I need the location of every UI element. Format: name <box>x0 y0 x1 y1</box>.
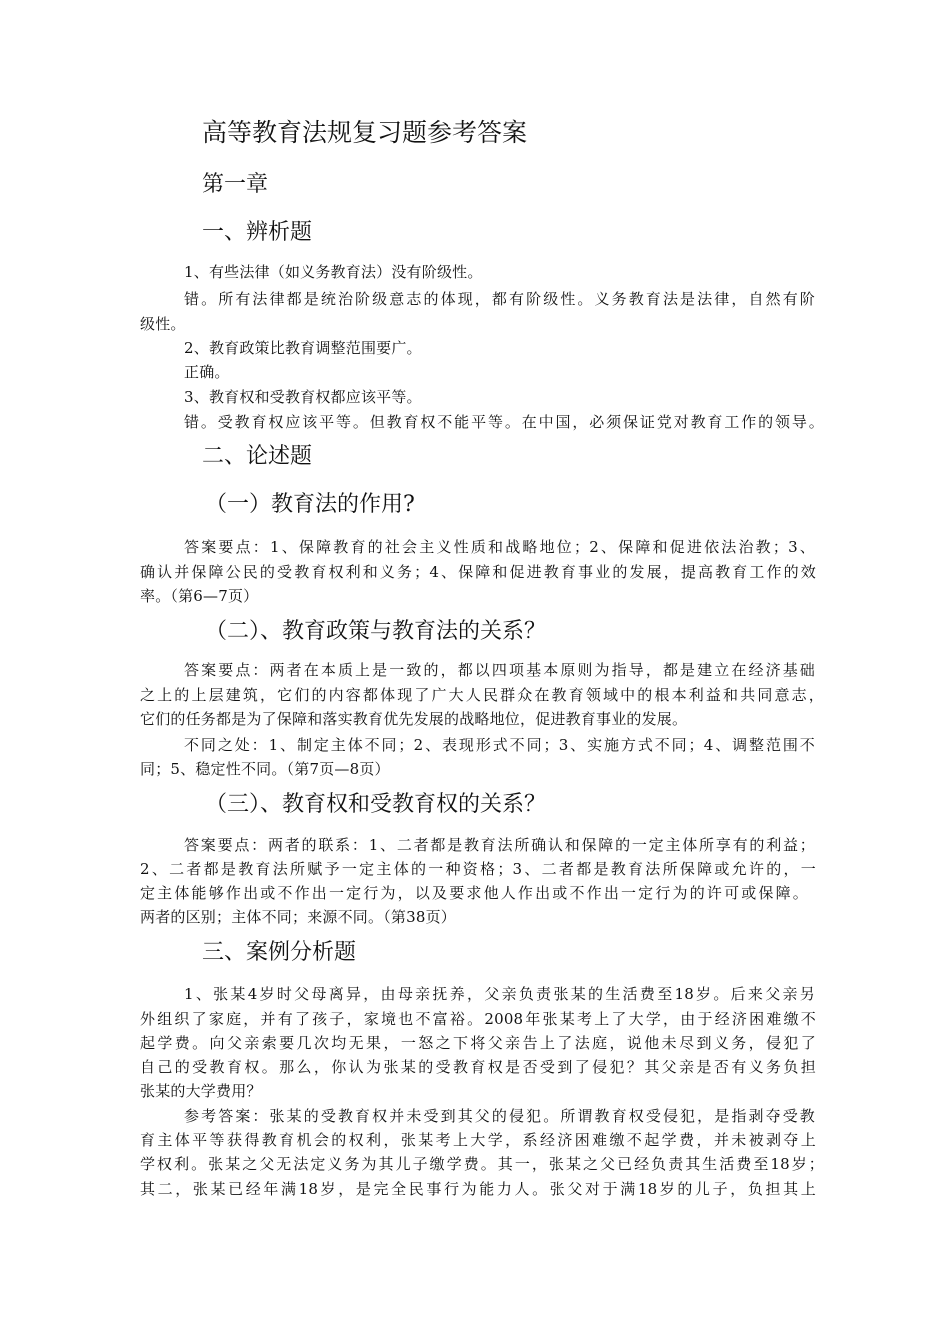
paragraph-line: 它们的任务都是为了保障和落实教育优先发展的战略地位，促进教育事业的发展。 <box>140 710 688 728</box>
paragraph-line: 起学费。向父亲索要几次均无果，一怒之下将父亲告上了法庭，说他未尽到义务，侵犯了 <box>140 1034 816 1052</box>
paragraph-line: 参考答案：张某的受教育权并未受到其父的侵犯。所谓教育权受侵犯，是指剥夺受教 <box>184 1107 815 1125</box>
section-heading: 二、论述题 <box>202 444 313 469</box>
question-heading: （三）、教育权和受教育权的关系？ <box>205 792 547 817</box>
document-title: 高等教育法规复习题参考答案 <box>202 118 528 147</box>
paragraph-line: 其二，张某已经年满18岁，是完全民事行为能力人。张父对于满18岁的儿子，负担其上 <box>140 1180 816 1198</box>
paragraph-line: 答案要点：两者的联系：1、二者都是教育法所确认和保障的一定主体所享有的利益； <box>184 836 815 854</box>
paragraph-line: 2、教育政策比教育调整范围要广。 <box>184 339 422 357</box>
paragraph-line: 两者的区别；主体不同；来源不同。（第38页） <box>140 908 456 926</box>
paragraph-line: 2、二者都是教育法所赋予一定主体的一种资格；3、二者都是教育法所保障或允许的，一 <box>140 860 816 878</box>
question-heading: （一）教育法的作用? <box>205 492 415 517</box>
question-heading: （二）、教育政策与教育法的关系？ <box>205 619 547 644</box>
paragraph-line: 正确。 <box>184 363 230 381</box>
paragraph-line: 错。受教育权应该平等。但教育权不能平等。在中国，必须保证党对教育工作的领导。 <box>184 413 824 431</box>
paragraph-line: 错。所有法律都是统治阶级意志的体现，都有阶级性。义务教育法是法律，自然有阶 <box>184 290 815 308</box>
section-heading: 一、辨析题 <box>202 220 313 245</box>
paragraph-line: 3、教育权和受教育权都应该平等。 <box>184 388 422 406</box>
chapter-heading: 第一章 <box>202 172 269 197</box>
paragraph-line: 张某的大学费用？ <box>140 1082 262 1100</box>
paragraph-line: 定主体能够作出或不作出一定行为，以及要求他人作出或不作出一定行为的许可或保障。 <box>140 884 808 902</box>
paragraph-line: 1、有些法律（如义务教育法）没有阶级性。 <box>184 263 483 281</box>
paragraph-line: 外组织了家庭，并有了孩子，家境也不富裕。2008年张某考上了大学，由于经济困难缴不 <box>140 1010 816 1028</box>
section-heading: 三、案例分析题 <box>202 940 357 965</box>
paragraph-line: 育主体平等获得教育机会的权利，张某考上大学，系经济困难缴不起学费，并未被剥夺上 <box>140 1131 816 1149</box>
paragraph-line: 答案要点：两者在本质上是一致的，都以四项基本原则为指导，都是建立在经济基础 <box>184 661 815 679</box>
paragraph-line: 答案要点：1、保障教育的社会主义性质和战略地位；2、保障和促进依法治教；3、 <box>184 538 815 556</box>
paragraph-line: 之上的上层建筑，它们的内容都体现了广大人民群众在教育领域中的根本利益和共同意志， <box>140 686 824 704</box>
paragraph-line: 不同之处：1、制定主体不同；2、表现形式不同；3、实施方式不同；4、调整范围不 <box>184 736 815 754</box>
paragraph-line: 学权利。张某之父无法定义务为其儿子缴学费。其一，张某之父已经负责其生活费至18岁； <box>140 1155 824 1173</box>
paragraph-line: 率。（第6—7页） <box>140 587 259 605</box>
paragraph-line: 自己的受教育权。那么，你认为张某的受教育权是否受到了侵犯？其父亲是否有义务负担 <box>140 1058 816 1076</box>
paragraph-line: 确认并保障公民的受教育权利和义务；4、保障和促进教育事业的发展，提高教育工作的效 <box>140 563 816 581</box>
paragraph-line: 级性。 <box>140 315 186 333</box>
paragraph-line: 1、张某4岁时父母离异，由母亲抚养，父亲负责张某的生活费至18岁。后来父亲另 <box>184 985 815 1003</box>
paragraph-line: 同；5、稳定性不同。（第7页—8页） <box>140 760 390 778</box>
